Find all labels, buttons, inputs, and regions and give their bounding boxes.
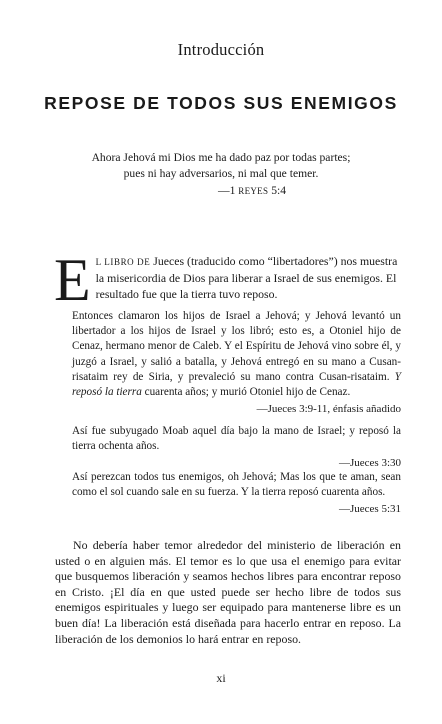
opening-text: Jueces (traducido como “libertadores”) nos muestra la misericordia de Dios para liberar a Israel de sus enemigos. El resultado fue que la tierra tuvo reposo.	[95, 254, 398, 301]
epigraph-line-2: pues ni hay adversarios, ni mal que temer.	[123, 166, 319, 180]
chapter-title: REPOSE DE TODOS SUS ENEMIGOS	[44, 93, 398, 113]
page-number: xi	[216, 671, 226, 685]
epigraph-reference: —1 REYES 5:4	[217, 184, 287, 197]
quote-emphasis: Y reposó la tierra	[72, 370, 401, 399]
drop-cap: E	[54, 247, 91, 313]
epigraph	[0, 150, 442, 200]
section-title: Introducción	[177, 40, 265, 59]
body-paragraph: No debería haber temor alrededor del ministerio de liberación en usted o en alguien más. El temor es lo que usa el enemigo para evitar que busquemos liberación y seamos hechos libres para encontrar reposo en Cristo. ¡El día en que usted puede ser hecho libre de todos sus enemigos espirituales y luego ser equipado para mantenerse libre es un buen día! La liberación está diseñada para hacerlo entrar en reposo. La liberación de los demonios lo hará entrar en reposo.	[55, 538, 401, 646]
quote-text: Así fue subyugado Moab aquel día bajo la mano de Israel; y reposó la tierra ochenta años.	[72, 425, 401, 453]
epigraph-line-1: Ahora Jehová mi Dios me ha dado paz por todas partes;	[91, 151, 351, 164]
quote-text: Entonces clamaron los hijos de Israel a Jehová; y Jehová levantó un libertador a los hijos de Israel y los libró; esto es, a Otoniel hijo de Cenaz, hermano menor de Caleb. Y el Espíritu de Jehová vino sobre él, y juzgó a Israel, y salió a batalla, y Jehová entregó en su mano a Cusan-risataim rey de Siria, y prevaleció su mano contra Cusan-risataim. Y reposó la tierra cuarenta años; y murió Otoniel hijo de Cenaz.	[72, 310, 401, 399]
block-quote-1	[72, 309, 401, 417]
quote-citation: —Jueces 3:9-11, énfasis añadido	[256, 403, 401, 416]
epigraph-book: REYES	[238, 186, 269, 196]
quote-citation: —Jueces 3:30	[338, 457, 401, 470]
block-quote-2	[72, 424, 401, 472]
opening-paragraph	[54, 247, 401, 313]
block-quote-3	[72, 470, 401, 518]
quote-citation: —Jueces 5:31	[338, 503, 401, 516]
opening-small-caps: L LIBRO DE	[95, 257, 151, 267]
quote-text: Así perezcan todos tus enemigos, oh Jehová; Mas los que te aman, sean como el sol cuando sale en su fuerza. Y la tierra reposó cuarenta años.	[72, 471, 401, 499]
